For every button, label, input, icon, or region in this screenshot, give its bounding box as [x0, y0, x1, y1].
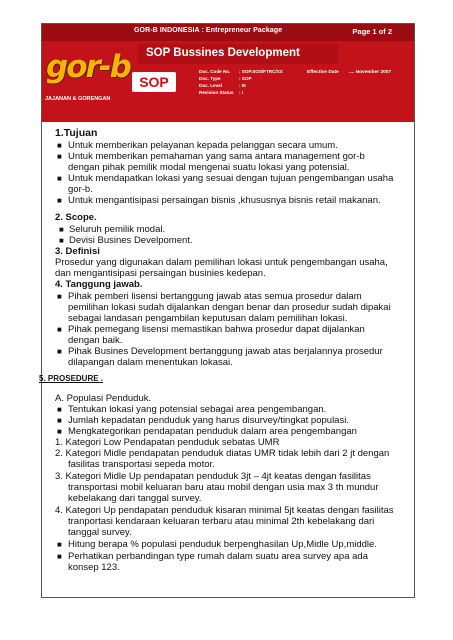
prosedure-subheading: A. Populasi Penduduk. — [55, 393, 152, 404]
meta-value: : III — [239, 83, 246, 88]
prosedure-line: transportasi mobil keluaran baru atau mobil dengan usia max 3 th mundur — [68, 482, 379, 493]
sop-badge-label: SOP — [139, 74, 169, 90]
logo-wordmark: gor-b — [46, 49, 130, 85]
definisi-line: dan mengantisipasi persaingan businies kedepan. — [55, 268, 266, 279]
tujuan-item-continued: dengan pihak pemilik modal mengenai suatu lokasi yang potensial. — [68, 162, 350, 173]
bullet-square-icon: ■ — [59, 236, 64, 245]
tj-line: dengan baik. — [68, 335, 123, 346]
prosedure-line: Tentukan lokasi yang potensial sebagai area pengembangan. — [68, 404, 327, 415]
prosedure-line: konsep 123. — [68, 562, 120, 573]
meta-key: Doc. Type — [199, 76, 221, 81]
prosedure-line: Jumlah kepadatan penduduk yang harus disurvey/tingkat populasi. — [68, 415, 349, 426]
meta-row-type — [199, 76, 409, 83]
tj-line: sebagai landasan pengambilan keputusan dalam pemilihan lokasi. — [68, 313, 348, 324]
effective-date-value: .... November 2007 — [349, 70, 392, 75]
tj-line: pemilihan lokasi sudah dijalankan dengan benar dan prosedur sudah dipakai — [68, 302, 391, 313]
prosedure-line: 3. Kategori Midle Up pendapatan penduduk 3jt – 4jt keatas dengan fasilitas — [55, 471, 371, 482]
document-title: SOP Bussines Development — [146, 47, 300, 59]
tj-line: Pihak pemberi lisensi bertanggung jawab atas semua prosedur dalam — [68, 291, 362, 302]
header-top-bar — [42, 24, 414, 41]
bullet-square-icon: ■ — [57, 174, 62, 183]
document-header — [42, 24, 414, 122]
tujuan-item: Untuk memberikan pelayanan kepada pelanggan secara umum. — [68, 140, 338, 151]
prosedure-line: Perhatikan perbandingan type rumah dalam suatu area survey apa ada — [68, 551, 368, 562]
bullet-square-icon: ■ — [57, 552, 62, 561]
prosedure-line: 2. Kategori Midle pendapatan penduduk diatas UMR tidak lebih dari 2 jt dengan — [55, 448, 390, 459]
logo-subtitle: JAJANAN & GORENGAN — [45, 96, 111, 102]
bullet-square-icon: ■ — [59, 225, 64, 234]
section-heading-tanggung-jawab: 4. Tanggung jawab. — [55, 279, 143, 290]
section-heading-definisi: 3. Definisi — [55, 246, 100, 257]
scope-item: Seluruh pemilik modal. — [69, 224, 166, 235]
tujuan-item: Untuk memberikan pemahaman yang sama antara management gor-b — [68, 151, 365, 162]
tj-line: Pihak Busines Development bertanggung jawab atas berjalannya prosedur — [68, 346, 383, 357]
bullet-square-icon: ■ — [57, 405, 62, 414]
prosedure-line: 1. Kategori Low Pendapatan penduduk sebatas UMR — [55, 437, 280, 448]
tujuan-item: Untuk mengantisipasi persaingan bisnis ,khususnya bisnis retail makanan. — [68, 195, 381, 206]
bullet-square-icon: ■ — [57, 347, 62, 356]
bullet-square-icon: ■ — [57, 292, 62, 301]
bullet-square-icon: ■ — [57, 416, 62, 425]
meta-key: Doc. Level — [199, 83, 222, 88]
bullet-square-icon: ■ — [57, 540, 62, 549]
prosedure-line: Hitung berapa % populasi penduduk berpenghasilan Up,Midle Up,middle. — [68, 539, 377, 550]
meta-value: : SOP.SOS/FTRC/XX — [239, 69, 283, 74]
bullet-square-icon: ■ — [57, 427, 62, 436]
prosedure-line: tranportasi kendaraan keluaran terbaru atau minimal 2th kebelakang dari — [68, 516, 375, 527]
bullet-square-icon: ■ — [57, 141, 62, 150]
section-heading-prosedure: 5. PROSEDURE . — [39, 374, 104, 383]
meta-key: Revision Status — [199, 90, 234, 95]
sop-badge — [132, 72, 176, 92]
meta-row-level — [199, 83, 409, 90]
prosedure-line: tanggal survey. — [68, 527, 132, 538]
bullet-square-icon: ■ — [57, 152, 62, 161]
meta-key: Doc. Code No. — [199, 69, 231, 74]
section-heading-tujuan: 1.Tujuan — [55, 127, 98, 139]
tujuan-item-continued: gor-b. — [68, 184, 93, 195]
tj-line: Pihak pemegang lisensi memastikan bahwa prosedur dapat dijalankan — [68, 324, 365, 335]
title-bar — [138, 44, 338, 64]
meta-row-revision — [199, 90, 409, 97]
company-name: GOR-B INDONESIA : Entrepreneur Package — [134, 27, 283, 34]
section-heading-scope: 2. Scope. — [55, 212, 97, 223]
bullet-square-icon: ■ — [57, 196, 62, 205]
meta-value: : SOP — [239, 76, 252, 81]
prosedure-line: fasilitas transportasi sepeda motor. — [68, 459, 215, 470]
page-number: Page 1 of 2 — [352, 27, 392, 36]
definisi-line: Prosedur yang digunakan dalam pemilihan lokasi untuk pengembangan usaha, — [55, 257, 388, 268]
prosedure-line: Mengkategorikan pendapatan penduduk dalam area pengembangan — [68, 426, 357, 437]
prosedure-line: 4. Kategori Up pendapatan penduduk kisaran minimal 5jt keatas dengan fasilitas — [55, 505, 394, 516]
bullet-square-icon: ■ — [57, 325, 62, 334]
tj-line: dilapangan dalam menentukan lokasai. — [68, 357, 233, 368]
gor-b-logo — [42, 41, 130, 122]
prosedure-line: kebelakang dari tanggal survey. — [68, 493, 202, 504]
scope-item: Devisi Busines Develpoment. — [69, 235, 193, 246]
meta-value: : I — [239, 90, 244, 95]
effective-date-label: Effective Date — [307, 70, 339, 75]
tujuan-item: Untuk mendapatkan lokasi yang sesuai dengan tujuan pengembangan usaha — [68, 173, 394, 184]
